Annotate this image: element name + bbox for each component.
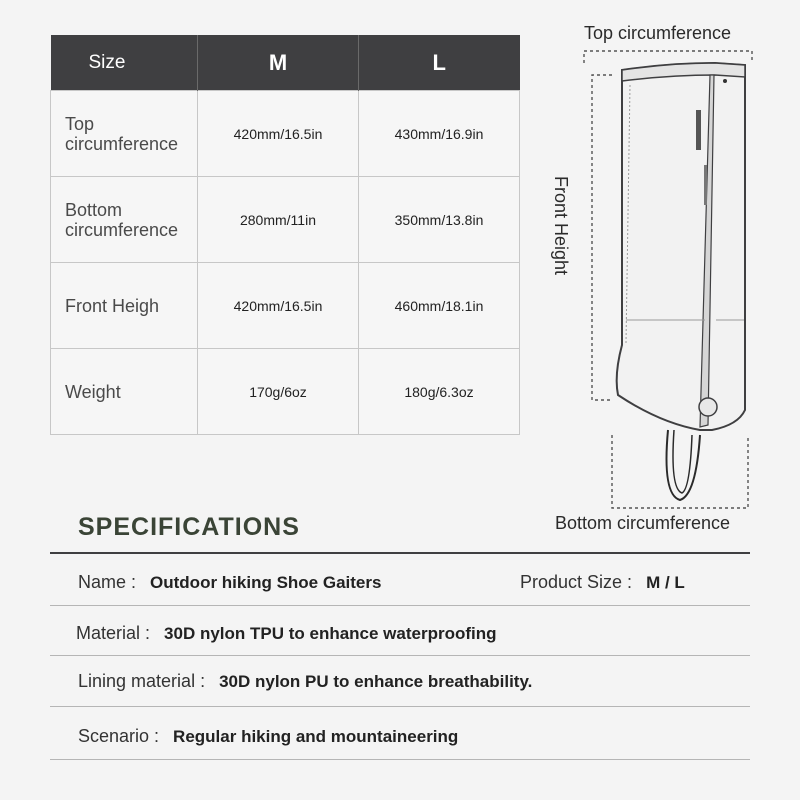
- size-table: [50, 35, 520, 435]
- bottom-circumference-label: Bottom circumference: [555, 513, 731, 533]
- top-circumference-label: Top circumference: [584, 23, 732, 43]
- spec-scenario-value: Regular hiking and mountaineering: [173, 727, 459, 746]
- spec-divider: [50, 706, 750, 707]
- spec-lining-row: [78, 671, 532, 692]
- table-row: [51, 263, 520, 349]
- cell-m: 420mm/16.5in: [198, 263, 359, 349]
- row-label: Top circumference: [51, 91, 198, 177]
- header-l: L: [359, 35, 520, 91]
- cell-l: 430mm/16.9in: [359, 91, 520, 177]
- front-height-label: Front Height: [551, 175, 572, 276]
- row-label: Weight: [51, 349, 198, 435]
- row-label: Bottom circumference: [51, 177, 198, 263]
- spec-product-size-value: M / L: [646, 573, 685, 592]
- spec-material-label: Material :: [76, 623, 151, 643]
- spec-name-value: Outdoor hiking Shoe Gaiters: [150, 573, 382, 592]
- specs-top-divider: [50, 552, 750, 554]
- spec-lining-label: Lining material :: [78, 671, 206, 691]
- table-row: [51, 91, 520, 177]
- header-size: Size: [51, 35, 198, 91]
- spec-product-size-row: [520, 572, 685, 593]
- spec-scenario-label: Scenario :: [78, 726, 160, 746]
- gaiter-diagram: [540, 15, 800, 540]
- cell-l: 350mm/13.8in: [359, 177, 520, 263]
- spec-material-value: 30D nylon TPU to enhance waterproofing: [164, 624, 497, 643]
- cell-l: 180g/6.3oz: [359, 349, 520, 435]
- spec-divider: [50, 655, 750, 656]
- spec-scenario-row: [78, 726, 458, 747]
- table-row: [51, 177, 520, 263]
- spec-bottom-divider: [50, 759, 750, 760]
- spec-lining-value: 30D nylon PU to enhance breathability.: [219, 672, 533, 691]
- cell-m: 420mm/16.5in: [198, 91, 359, 177]
- spec-divider: [50, 605, 750, 606]
- header-m: M: [198, 35, 359, 91]
- specifications-title: SPECIFICATIONS: [78, 513, 300, 541]
- spec-name-row: [78, 572, 381, 593]
- cell-m: 280mm/11in: [198, 177, 359, 263]
- spec-product-size-label: Product Size :: [520, 572, 633, 592]
- table-header-row: [51, 35, 520, 91]
- cell-l: 460mm/18.1in: [359, 263, 520, 349]
- table-row: [51, 349, 520, 435]
- row-label: Front Heigh: [51, 263, 198, 349]
- gaiter-illustration: [540, 15, 800, 540]
- spec-name-label: Name :: [78, 572, 137, 592]
- cell-m: 170g/6oz: [198, 349, 359, 435]
- spec-material-row: [76, 623, 497, 644]
